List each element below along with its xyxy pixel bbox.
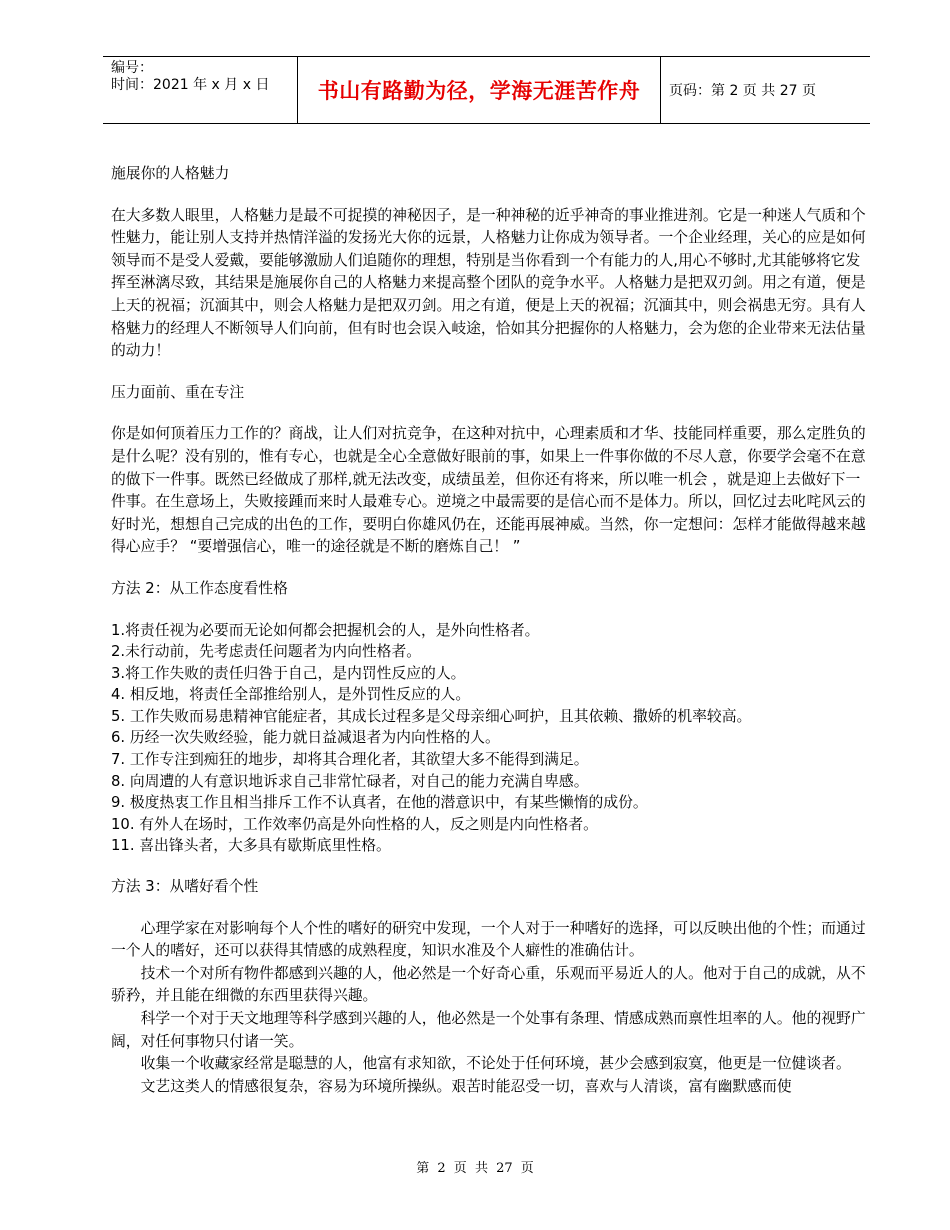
- list-item: 8. 向周遭的人有意识地诉求自己非常忙碌者，对自己的能力充满自卑感。: [111, 772, 589, 790]
- header-page-code: 页码：第 2 页 共 27 页: [669, 83, 816, 99]
- list-item: 7. 工作专注到痴狂的地步，却将其合理化者，其欲望大多不能得到满足。: [111, 751, 589, 769]
- list-item: 4. 相反地，将责任全部推给别人，是外罚性反应的人。: [111, 686, 471, 704]
- document-header: [103, 56, 870, 124]
- paragraph: 在大多数人眼里，人格魅力是最不可捉摸的神秘因子，是一种神秘的近乎神奇的事业推进剂。它是一种迷人气质和个性魅力，能让别人支持并热情洋溢的发扬光大你的远景，人格魅力让你成为领导者。一个企业经理，关心的应是如何领导而不是受人爱戴，要能够激励人们追随你的理想，特别是当你看到一个有能力的人,用心不够时,尤其能够将它发挥至淋漓尽致，其结果是施展你自己的人格魅力来提高整个团队的竞争水平。人格魅力是把双刃剑。用之有道，便是上天的祝福；沉湎其中，则会人格魅力是把双刃剑。用之有道，便是上天的祝福；沉湎其中，则会祸患无穷。具有人格魅力的经理人不断领导人们向前，但有时也会误入岐途，恰如其分把握你的人格魅力，会为您的企业带来无法估量的动力！: [111, 206, 866, 360]
- header-page-code-cell: [661, 57, 870, 123]
- document-body: [111, 163, 871, 1098]
- paragraph: 你是如何顶着压力工作的？商战，让人们对抗竞争，在这种对抗中，心理素质和才华、技能同样重要，那么定胜负的是什么呢？没有别的，惟有专心，也就是全心全意做好眼前的事，如果上一件事你做的不尽人意，你要学会毫不在意的做下一件事。既然已经做成了那样,就无法改变，成绩虽差，但你还有将来，所以唯一机会 ，就是迎上去做好下一件事。在生意场上，失败接踵而来时人最难专心。逆境之中最需要的是信心而不是体力。所以，回忆过去叱咤风云的好时光，想想自己完成的出色的工作，要明白你雄风仍在，还能再展神威。当然，你一定想问：怎样才能做得越来越得心应手？ “要增强信心，唯一的途径就是不断的磨炼自己！ ”: [111, 425, 866, 556]
- footer-ye: 页: [520, 1161, 534, 1176]
- paragraph: 心理学家在对影响每个人个性的嗜好的研究中发现，一个人对于一种嗜好的选择，可以反映出他的个性；而通过一个人的嗜好，还可以获得其情感的成熟程度，知识水准及个人癖性的准确估计。: [111, 919, 866, 960]
- footer-ye: 页: [453, 1161, 467, 1176]
- list-item: 5. 工作失败而易患精神官能症者，其成长过程多是父母亲细心呵护，且其依赖、撒娇的机率较高。: [111, 707, 752, 725]
- document-time-label: 时间：2021 年 x 月 x 日: [111, 77, 270, 93]
- numbered-list: [111, 620, 871, 858]
- section-heading: 施展你的人格魅力: [111, 165, 230, 182]
- section-heading: 方法 2：从工作态度看性格: [111, 579, 288, 597]
- list-item: 6. 历经一次失败经验，能力就日益减退者为内向性格的人。: [111, 729, 500, 747]
- list-item: 9. 极度热衷工作且相当排斥工作不认真者，在他的潜意识中，有某些懒惰的成份。: [111, 794, 648, 812]
- page-footer: [0, 1157, 950, 1176]
- paragraph: 技术一个对所有物件都感到兴趣的人，他必然是一个好奇心重，乐观而平易近人的人。他对于自己的成就，从不骄矜，并且能在细微的东西里获得兴趣。: [111, 964, 866, 1005]
- paragraph: 科学一个对于天文地理等科学感到兴趣的人，他必然是一个处事有条理、情感成熟而禀性坦率的人。他的视野广阔，对任何事物只付诸一笑。: [111, 1010, 866, 1050]
- footer-total-pages: 27: [496, 1161, 513, 1176]
- list-item: 3.将工作失败的责任归咎于自己，是内罚性反应的人。: [111, 664, 466, 682]
- header-motto-cell: [297, 57, 661, 123]
- list-item: 11. 喜出锋头者，大多具有歇斯底里性格。: [111, 837, 391, 855]
- section-heading: 方法 3：从嗜好看个性: [111, 878, 259, 896]
- section-heading: 压力面前、重在专注: [111, 383, 245, 401]
- footer-gong: 共: [474, 1161, 488, 1176]
- list-item: 1.将责任视为必要而无论如何都会把握机会的人，是外向性格者。: [111, 621, 540, 639]
- footer-di: 第: [416, 1161, 430, 1176]
- footer-page-number: 2: [437, 1161, 446, 1176]
- header-meta-cell: [103, 57, 297, 123]
- paragraph: 文艺这类人的情感很复杂，容易为环境所操纵。艰苦时能忍受一切，喜欢与人清谈，富有幽默感而使: [140, 1077, 792, 1095]
- list-item: 2.未行动前，先考虑责任问题者为内向性格者。: [111, 643, 422, 661]
- document-number-label: 编号：: [111, 60, 153, 76]
- list-item: 10. 有外人在场时，工作效率仍高是外向性格的人，反之则是内向性格者。: [111, 815, 598, 833]
- paragraph: 收集一个收藏家经常是聪慧的人，他富有求知欲，不论处于任何环境，甚少会感到寂寞，他更是一位健谈者。: [140, 1055, 851, 1073]
- header-motto: 书山有路勤为径，学海无涯苦作舟: [317, 79, 641, 103]
